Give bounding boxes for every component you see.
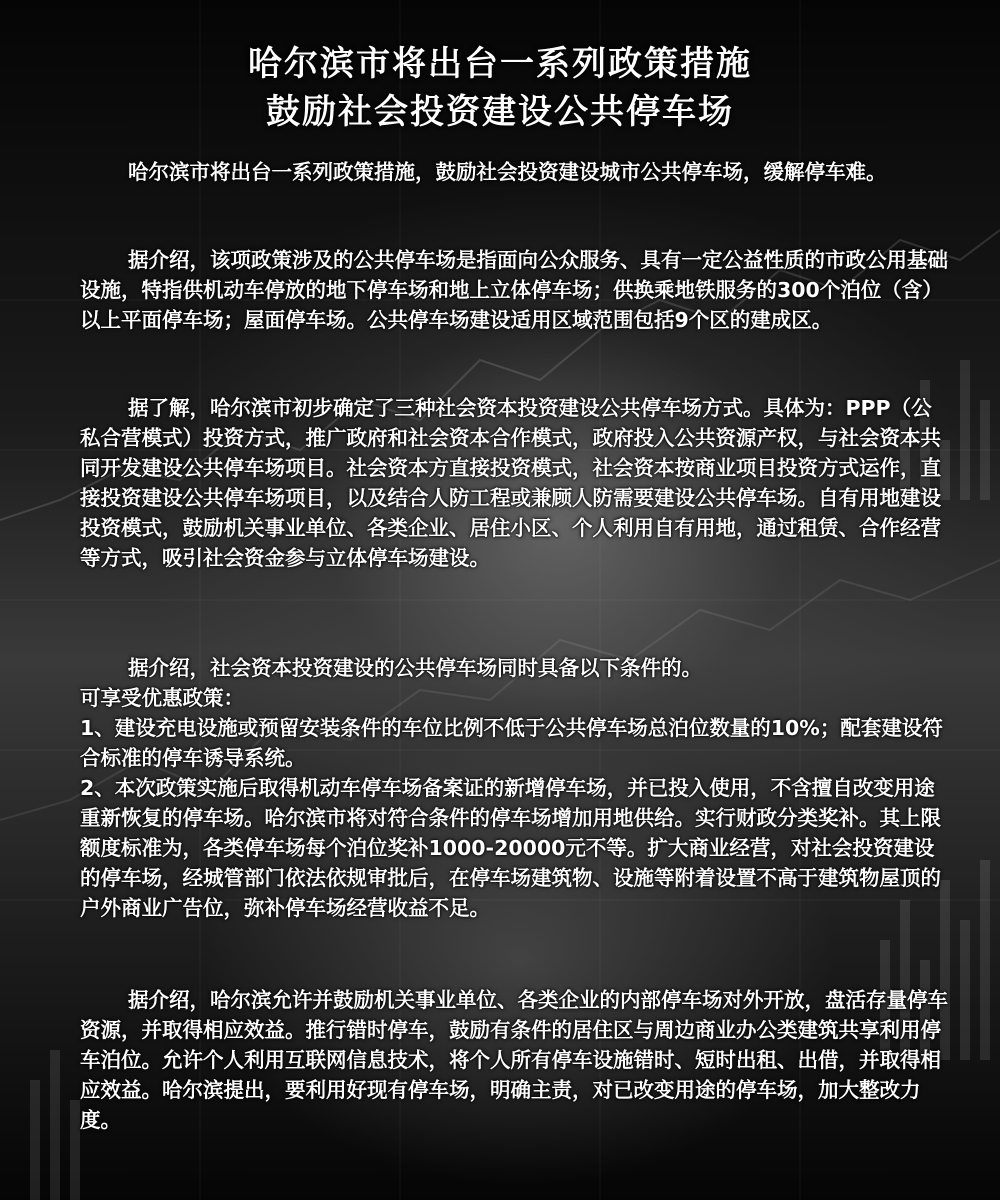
paragraph-intro: 哈尔滨市将出台一系列政策措施，鼓励社会投资建设城市公共停车场，缓解停车难。 — [128, 160, 887, 184]
conditions-section — [80, 653, 950, 923]
headline-line-1: 哈尔滨市将出台一系列政策措施 — [248, 44, 752, 84]
condition-item-2: 2、本次政策实施后取得机动车停车场备案证的新增停车场，并已投入使用，不含擅自改变用途重新恢复的停车场。哈尔滨市将对符合条件的停车场增加用地供给。实行财政分类奖补。其上限额度标准为，各类停车场每个泊位奖补1000-20000元不等。扩大商业经营，对社会投资建设的停车场，经城管部门依法依规审批后，在停车场建筑物、设施等附着设置不高于建筑物屋顶的户外商业广告位，弥补停车场经营收益不足。 — [80, 776, 941, 920]
paragraph-parking-sharing: 据介绍，哈尔滨允许并鼓励机关事业单位、各类企业的内部停车场对外开放，盘活存量停车资源，并取得相应效益。推行错时停车，鼓励有条件的居住区与周边商业办公类建筑共享利用停车泊位。允许个人利用互联网信息技术，将个人所有停车设施错时、短时出租、出借，并取得相应效益。哈尔滨提出，要利用好现有停车场，明确主责，对已改变用途的停车场，加大整改力度。 — [80, 988, 948, 1132]
conditions-label: 可享受优惠政策： — [80, 686, 244, 710]
headline-line-2: 鼓励社会投资建设公共停车场 — [266, 92, 734, 132]
paragraph-investment-modes: 据了解，哈尔滨市初步确定了三种社会资本投资建设公共停车场方式。具体为：PPP（公私合营模式）投资方式，推广政府和社会资本合作模式，政府投入公共资源产权，与社会资本共同开发建设公共停车场项目。社会资本方直接投资模式，社会资本按商业项目投资方式运作，直接投资建设公共停车场项目，以及结合人防工程或兼顾人防需要建设公共停车场。自有用地建设投资模式，鼓励机关事业单位、各类企业、居住小区、个人利用自有用地，通过租赁、合作经营等方式，吸引社会资金参与立体停车场建设。 — [80, 396, 941, 570]
paragraph-scope: 据介绍，该项政策涉及的公共停车场是指面向公众服务、具有一定公益性质的市政公用基础设施，特指供机动车停放的地下停车场和地上立体停车场；供换乘地铁服务的300个泊位（含）以上平面停车场；屋面停车场。公共停车场建设适用区域范围包括9个区的建成区。 — [80, 248, 948, 332]
conditions-intro: 据介绍，社会资本投资建设的公共停车场同时具备以下条件的。 — [128, 656, 702, 680]
condition-item-1: 1、建设充电设施或预留安装条件的车位比例不低于公共停车场总泊位数量的10%；配套建设符合标准的停车诱导系统。 — [80, 716, 943, 770]
